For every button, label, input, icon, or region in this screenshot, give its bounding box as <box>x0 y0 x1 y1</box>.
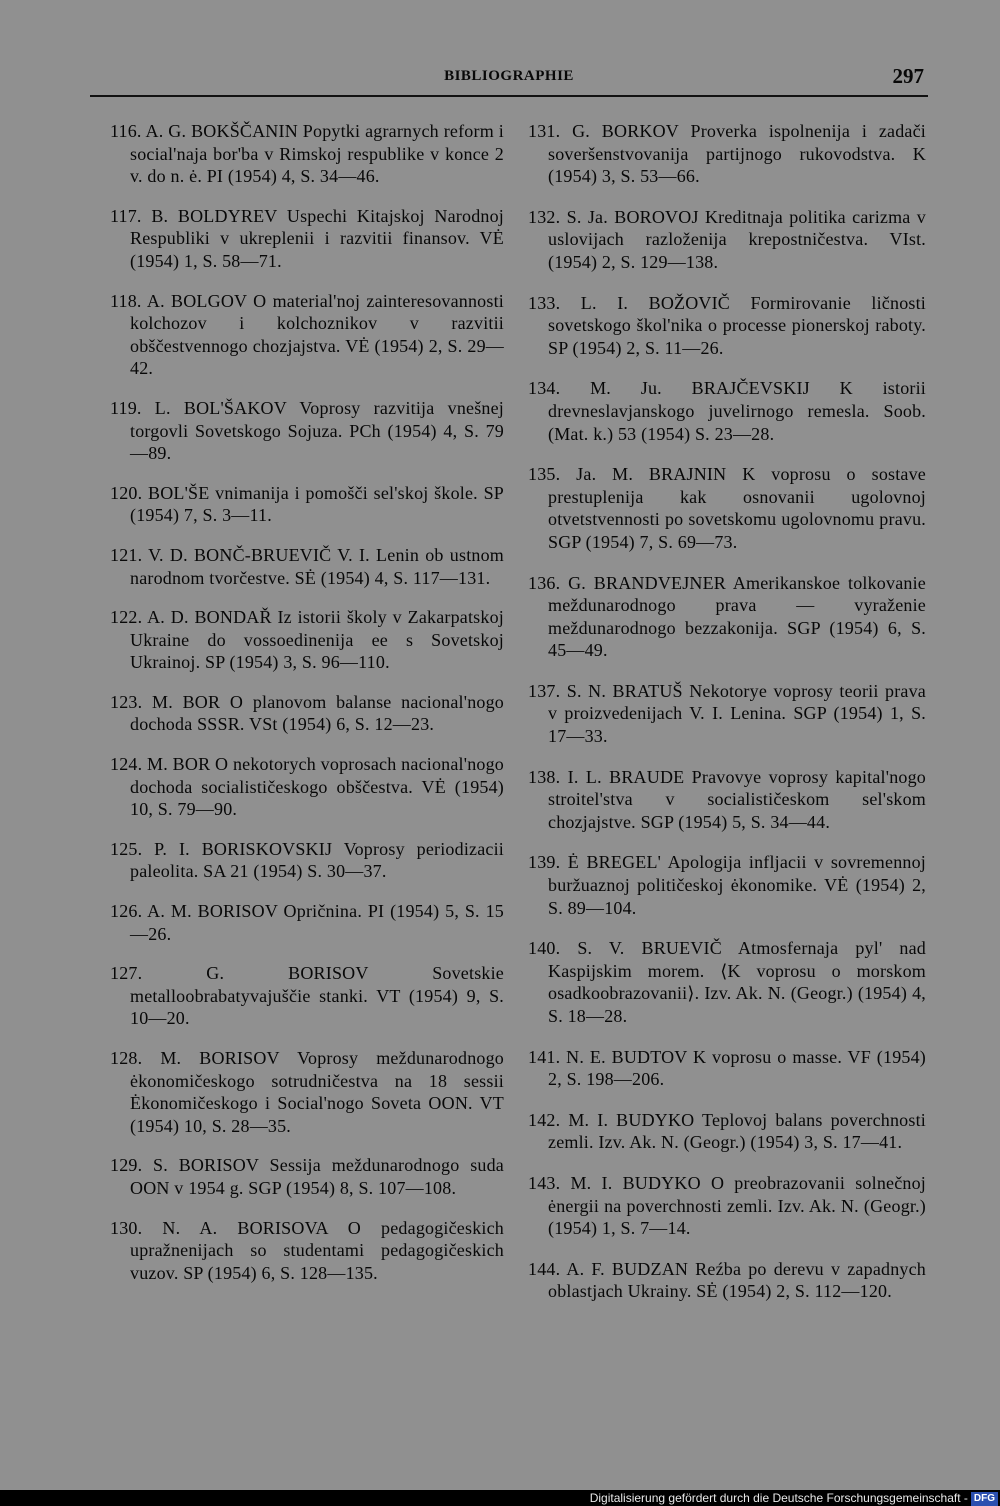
bibliography-entry: 134. M. Ju. BRAJČEVSKIJ K istorii drevneslavjanskogo juvelirnogo remesla. Soob. (Mat. k.) 53 (1954) S. 23—28. <box>528 378 926 444</box>
bibliography-entry: 131. G. BORKOV Proverka ispolnenija i zadači soveršenstvovanija partijnogo rukovodstva. K (1954) 3, S. 53—66. <box>528 121 926 187</box>
bibliography-entry: 132. S. Ja. BOROVOJ Kreditnaja politika carizma v uslovijach razloženija krepostničestva. VIst. (1954) 2, S. 129—138. <box>528 206 926 272</box>
page-header <box>90 64 928 94</box>
bibliography-entry: 120. BOL'ŠE vnimanija i pomošči sel'skoj škole. SP (1954) 7, S. 3—11. <box>110 482 504 526</box>
footer-text: Digitalisierung gefördert durch die Deutsche Forschungsgemeinschaft - <box>589 1491 968 1505</box>
bibliography-entry: 140. S. V. BRUEVIČ Atmosfernaja pyl' nad Kaspijskim morem. ⟨K voprosu o morskom osadkoobrazovanii⟩. Izv. Ak. N. (Geogr.) (1954) 4, S. 18—28. <box>528 938 926 1026</box>
bibliography-entry: 125. P. I. BORISKOVSKIJ Voprosy periodizacii paleolita. SA 21 (1954) S. 30—37. <box>110 838 504 882</box>
bibliography-entry: 126. A. M. BORISOV Opričnina. PI (1954) 5, S. 15—26. <box>110 901 504 944</box>
bibliography-entry: 122. A. D. BONDAŘ Iz istorii školy v Zakarpatskoj Ukraine do vossoedinenija ee s Sovetskoj Ukrainoj. SP (1954) 3, S. 96—110. <box>110 607 504 673</box>
bibliography-entry: 141. N. E. BUDTOV K voprosu o masse. VF (1954) 2, S. 198—206. <box>528 1046 926 1090</box>
page-number: 297 <box>892 64 924 88</box>
bibliography-entry: 123. M. BOR O planovom balanse nacional'nogo dochoda SSSR. VSt (1954) 6, S. 12—23. <box>110 691 504 735</box>
bibliography-entry: 143. M. I. BUDYKO O preobrazovanii solnečnoj ėnergii na poverchnosti zemli. Izv. Ak. N. (Geogr.) (1954) 1, S. 7—14. <box>528 1172 926 1239</box>
bibliography-entry: 117. B. BOLDYREV Uspechi Kitajskoj Narodnoj Respubliki v ukreplenii i razvitii finansov. VĖ (1954) 1, S. 58—71. <box>110 205 504 271</box>
bibliography-entry: 118. A. BOLGOV O material'noj zainteresovannosti kolchozov i kolchoznikov v razvitii obščestvennogo chozjajstva. VĖ (1954) 2, S. 29—42. <box>110 290 504 379</box>
bibliography-entry: 142. M. I. BUDYKO Teplovoj balans poverchnosti zemli. Izv. Ak. N. (Geogr.) (1954) 3, S. 17—41. <box>528 1109 926 1153</box>
right-column <box>528 120 926 1321</box>
bibliography-entry: 144. A. F. BUDZAN Reźba po derevu v zapadnych oblastjach Ukrainy. SĖ (1954) 2, S. 112—120. <box>528 1258 926 1302</box>
bibliography-entry: 137. S. N. BRATUŠ Nekotorye voprosy teorii prava v proizvedenijach V. I. Lenina. SGP (1954) 1, S. 17—33. <box>528 680 926 747</box>
bibliography-entry: 139. Ė BREGEL' Apologija infljacii v sovremennoj buržuaznoj političeskoj ėkonomike. VĖ (1954) 2, S. 89—104. <box>528 852 926 918</box>
bibliography-entry: 138. I. L. BRAUDE Pravovye voprosy kapital'nogo stroitel'stva v socialističeskom sel'skom chozjajstve. SGP (1954) 5, S. 34—44. <box>528 766 926 832</box>
bibliography-entry: 119. L. BOL'ŠAKOV Voprosy razvitija vnešnej torgovli Sovetskogo Sojuza. PCh (1954) 4, S. 79—89. <box>110 397 504 464</box>
left-column <box>110 120 504 1301</box>
header-rule <box>90 95 928 97</box>
bibliography-entry: 127. G. BORISOV Sovetskie metalloobrabatyvajuščie stanki. VT (1954) 9, S. 10—20. <box>110 963 504 1029</box>
bibliography-entry: 121. V. D. BONČ-BRUEVIČ V. I. Lenin ob ustnom narodnom tvorčestve. SĖ (1954) 4, S. 117—131. <box>110 544 504 588</box>
bibliography-entry: 135. Ja. M. BRAJNIN K voprosu o sostave prestuplenija kak osnovanii ugolovnoj otvetstvennosti po sovetskomu ugolovnomu pravu. SGP (1954) 7, S. 69—73. <box>528 464 926 552</box>
bibliography-entry: 133. L. I. BOŽOVIČ Formirovanie ličnosti sovetskogo škol'nika o processe pionerskoj raboty. SP (1954) 2, S. 11—26. <box>528 292 926 358</box>
bibliography-entry: 136. G. BRANDVEJNER Amerikanskoe tolkovanie meždunarodnogo prava — vyraženie meždunarodnogo bezzakonija. SGP (1954) 6, S. 45—49. <box>528 572 926 661</box>
bibliography-entry: 116. A. G. BOKŠČANIN Popytki agrarnych reform i social'naja bor'ba v Rimskoj respublike v konce 2 v. do n. ė. PI (1954) 4, S. 34—46. <box>110 121 504 187</box>
running-title: BIBLIOGRAPHIE <box>444 68 574 84</box>
bibliography-entry: 130. N. A. BORISOVA O pedagogičeskich upražnenijach so studentami pedagogičeskich vuzov. SP (1954) 6, S. 128—135. <box>110 1217 504 1283</box>
bibliography-entry: 124. M. BOR O nekotorych voprosach nacional'nogo dochoda socialističeskogo obščestva. VĖ (1954) 10, S. 79—90. <box>110 754 504 820</box>
dfg-logo-icon: DFG <box>971 1492 998 1506</box>
bibliography-entry: 129. S. BORISOV Sessija meždunarodnogo suda OON v 1954 g. SGP (1954) 8, S. 107—108. <box>110 1155 504 1198</box>
digitization-footer <box>590 1490 998 1506</box>
bibliography-entry: 128. M. BORISOV Voprosy meždunarodnogo ėkonomičeskogo sotrudničestva na 18 sessii Ėkonomičeskogo i Social'nogo Soveta OON. VT (1954) 10, S. 28—35. <box>110 1048 504 1136</box>
